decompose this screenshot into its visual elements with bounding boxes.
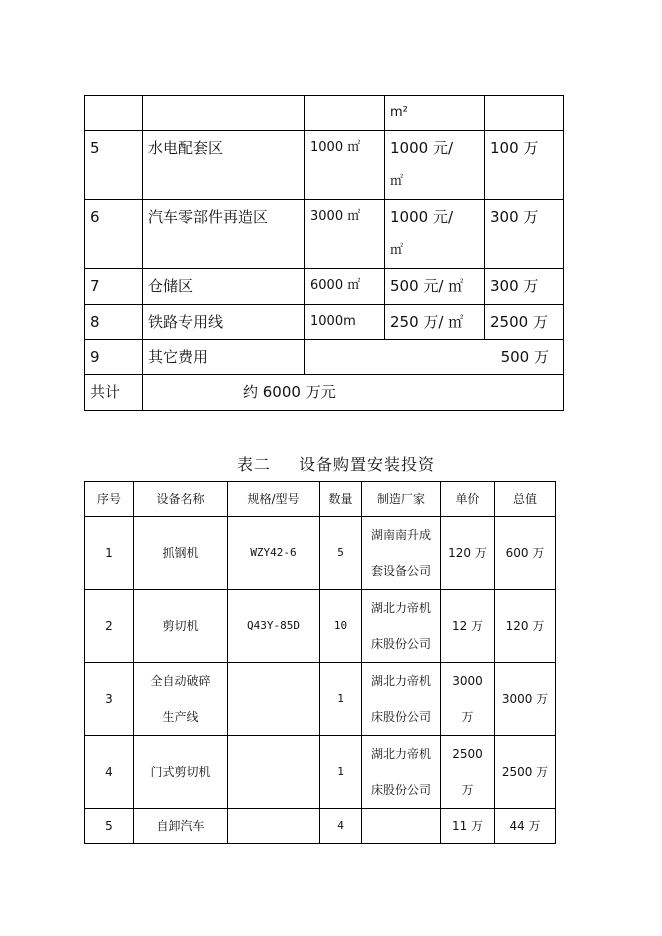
maker-line-2: 床股份公司	[370, 637, 431, 651]
maker-line-1: 湖北力帝机	[370, 747, 431, 761]
header-price: 单价	[441, 482, 495, 517]
cell-no: 7	[85, 269, 143, 305]
cell-total: 100 万	[485, 131, 564, 200]
cell-total: 2500 万	[485, 305, 564, 340]
cell-no: 1	[85, 517, 134, 590]
header-maker: 制造厂家	[362, 482, 441, 517]
cell-area: 3000 ㎡	[305, 200, 385, 269]
cell-name: 铁路专用线	[143, 305, 305, 340]
price-line-1: 1000 元/	[390, 139, 453, 157]
table-row	[85, 200, 564, 269]
cell-no: 9	[85, 340, 143, 375]
maker-line-2: 床股份公司	[370, 710, 431, 724]
cell-price: 120 万	[441, 517, 495, 590]
cell-total: 2500 万	[495, 736, 556, 809]
table-row	[85, 590, 556, 663]
header-name: 设备名称	[134, 482, 228, 517]
cell-model	[228, 736, 320, 809]
maker-line-1: 湖北力帝机	[370, 601, 431, 615]
price-line-1: 1000 元/	[390, 208, 453, 226]
cell-name: 抓钢机	[134, 517, 228, 590]
table-row	[85, 517, 556, 590]
cell-price: 11 万	[441, 809, 495, 844]
cell-no: 5	[85, 809, 134, 844]
table-row	[85, 305, 564, 340]
cell-total: 3000 万	[495, 663, 556, 736]
header-model: 规格/型号	[228, 482, 320, 517]
cell-price: 12 万	[441, 590, 495, 663]
maker-line-2: 床股份公司	[370, 783, 431, 797]
cell-name	[134, 663, 228, 736]
cell-maker	[362, 736, 441, 809]
cell-maker	[362, 809, 441, 844]
cell-total: 600 万	[495, 517, 556, 590]
cell-total: 44 万	[495, 809, 556, 844]
cell-name: 剪切机	[134, 590, 228, 663]
investment-table-1	[84, 95, 564, 411]
cell-unit: m²	[385, 96, 485, 131]
cell-name: 其它费用	[143, 340, 305, 375]
table-header-row	[85, 482, 556, 517]
table-row	[85, 131, 564, 200]
cell-no: 4	[85, 736, 134, 809]
cell-model	[228, 809, 320, 844]
maker-line-2: 套设备公司	[370, 564, 431, 578]
cell-no: 3	[85, 663, 134, 736]
cell-name: 仓储区	[143, 269, 305, 305]
cell-qty: 4	[320, 809, 362, 844]
cell-area: 1000m	[305, 305, 385, 340]
cell-price	[441, 663, 495, 736]
cell-no: 2	[85, 590, 134, 663]
header-no: 序号	[85, 482, 134, 517]
cell-price: 250 万/ ㎡	[385, 305, 485, 340]
header-total: 总值	[495, 482, 556, 517]
price-line-2: ㎡	[390, 174, 404, 189]
cell-qty: 5	[320, 517, 362, 590]
price-line-1: 3000	[452, 674, 483, 688]
cell-price: 500 元/ ㎡	[385, 269, 485, 305]
cell-name: 水电配套区	[143, 131, 305, 200]
cell-total: 300 万	[485, 269, 564, 305]
price-line-2: 万	[461, 783, 474, 797]
cell-price	[385, 200, 485, 269]
maker-line-1: 湖北力帝机	[370, 674, 431, 688]
cell-no: 5	[85, 131, 143, 200]
price-line-1: 2500	[452, 747, 483, 761]
table-row	[85, 340, 564, 375]
name-line-1: 全自动破碎	[150, 674, 211, 688]
cell-name: 门式剪切机	[134, 736, 228, 809]
title-main: 设备购置安装投资	[299, 455, 436, 474]
cell-amount: 500 万	[305, 340, 564, 375]
cell-sum-label: 共计	[85, 375, 143, 411]
cell-price	[441, 736, 495, 809]
cell-model	[228, 663, 320, 736]
price-line-2: ㎡	[390, 243, 404, 258]
name-line-2: 生产线	[162, 710, 199, 724]
cell-no: 8	[85, 305, 143, 340]
maker-line-1: 湖南南升成	[370, 528, 431, 542]
cell-total: 120 万	[495, 590, 556, 663]
table-row	[85, 809, 556, 844]
cell-name: 自卸汽车	[134, 809, 228, 844]
cell-qty: 1	[320, 663, 362, 736]
cell-total: 300 万	[485, 200, 564, 269]
table-row	[85, 736, 556, 809]
equipment-table	[84, 481, 556, 844]
cell-sum-value: 约 6000 万元	[143, 375, 564, 411]
header-qty: 数量	[320, 482, 362, 517]
cell-maker	[362, 663, 441, 736]
table-row	[85, 269, 564, 305]
table-row	[85, 663, 556, 736]
cell-maker	[362, 517, 441, 590]
cell-model: WZY42-6	[228, 517, 320, 590]
cell-qty: 10	[320, 590, 362, 663]
price-line-2: 万	[461, 710, 474, 724]
table-2-title	[0, 452, 662, 475]
title-prefix: 表二	[236, 455, 271, 474]
cell-price	[385, 131, 485, 200]
cell-name: 汽车零部件再造区	[143, 200, 305, 269]
table-row	[85, 375, 564, 411]
cell-no: 6	[85, 200, 143, 269]
table-row	[85, 96, 564, 131]
cell-area: 6000 ㎡	[305, 269, 385, 305]
cell-maker	[362, 590, 441, 663]
cell-model: Q43Y-85D	[228, 590, 320, 663]
cell-qty: 1	[320, 736, 362, 809]
cell-area: 1000 ㎡	[305, 131, 385, 200]
